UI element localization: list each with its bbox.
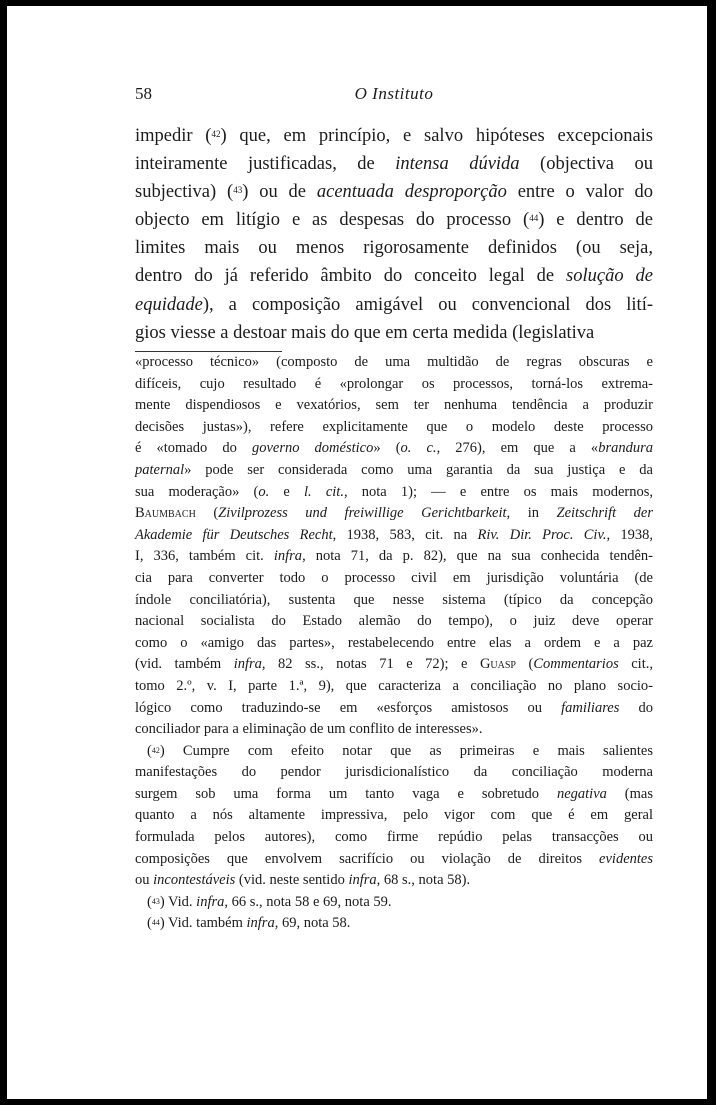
footnote-line: nacional socialista do Estado alemão do tempo), o juiz deve operar [135,613,653,630]
footnotes [135,352,653,935]
footnote-line: formulada pelos autores), como firme repúdio pelas transacções ou [135,829,653,846]
body-line: inteiramente justificadas, de intensa dúvida (objectiva ou [135,154,653,175]
running-title: O Instituto [354,84,434,103]
footnote-line: é «tomado do governo doméstico» (o. c., 276), em que a «brandura [135,440,653,457]
footnote-line: ($^{43}$) Vid. infra, 66 s., nota 58 e 69, nota 59. [147,893,392,910]
footnote-line: (vid. também infra, 82 ss., notas 71 e 72); e Guasp (Commentarios cit., [135,656,653,673]
footnote-line: Baumbach (Zivilprozess und freiwillige Gerichtbarkeit, in Zeitschrift der [135,505,653,522]
body-line: gios viesse a destoar mais do que em certa medida (legislativa [135,322,595,343]
footnote-line: difíceis, cujo resultado é «prolongar os processos, torná-los extrema- [135,375,653,392]
body-line: impedir ($^{42}$) que, em princípio, e salvo hipóteses excepcionais [135,126,653,146]
footnote-line: Akademie für Deutsches Recht, 1938, 583, cit. na Riv. Dir. Proc. Civ., 1938, [135,526,654,543]
page-number: 58 [135,84,152,103]
footnote-line: mente dispendiosos e vexatórios, sem ter nenhuma tendência a produzir [135,397,653,414]
book-page [7,6,707,1099]
body-line: objecto em litígio e as despesas do processo ($^{44}$) e dentro de [135,210,653,231]
footnote-line: decisões justas»), refere explicitamente que o modelo deste processo [135,418,653,435]
footnote-line: ($^{44}$) Vid. também infra, 69, nota 58. [147,915,351,932]
footnote-line: quanto a nós altamente impressiva, pelo vigor com que é em geral [135,807,653,824]
footnote-line: surgem sob uma forma um tanto vaga e sobretudo negativa (mas [135,785,653,802]
footnote-line: «processo técnico» (composto de uma multidão de regras obscuras e [135,354,653,370]
body-line: dentro do já referido âmbito do conceito legal de solução de [135,266,653,287]
footnote-line: conciliador para a eliminação de um conflito de interesses». [135,721,483,738]
body-line: subjectiva) ($^{43}$) ou de acentuada desproporção entre o valor do [135,182,653,203]
footnote-line: manifestações do pendor jurisdicionalístico da conciliação moderna [135,764,653,781]
page-header [135,84,653,108]
footnote-line: ou incontestáveis (vid. neste sentido infra, 68 s., nota 58). [135,872,471,889]
body-line: equidade), a composição amigável ou convencional dos lití- [135,294,653,315]
footnote-line: como o «amigo das partes», restabelecendo entre elas a ordem e a paz [135,634,653,651]
footnote-line: índole conciliatória), sustenta que nesse sistema (típico da concepção [135,591,653,608]
footnote-line: cia para converter todo o processo civil em jurisdição voluntária (de [135,569,653,586]
footnote-line: sua moderação» (o. e l. cit., nota 1); — e entre os mais modernos, [135,483,654,500]
footnote-line: composições que envolvem sacrifício ou violação de direitos evidentes [135,850,653,867]
footnote-line: tomo 2.º, v. I, parte 1.ª, 9), que caracteriza a conciliação no plano socio- [135,677,653,694]
footnote-line: lógico como traduzindo-se em «esforços amistosos ou familiares do [135,699,653,716]
footnote-line: ($^{42}$) Cumpre com efeito notar que as primeiras e mais salientes [147,742,653,759]
footnote-line: I, 336, também cit. infra, nota 71, da p. 82), que na sua conhecida tendên- [135,548,653,565]
main-text [135,122,653,347]
body-line: limites mais ou menos rigorosamente definidos (ou seja, [135,238,653,259]
footnote-line: paternal» pode ser considerada como uma garantia da sua justiça e da [135,461,653,478]
